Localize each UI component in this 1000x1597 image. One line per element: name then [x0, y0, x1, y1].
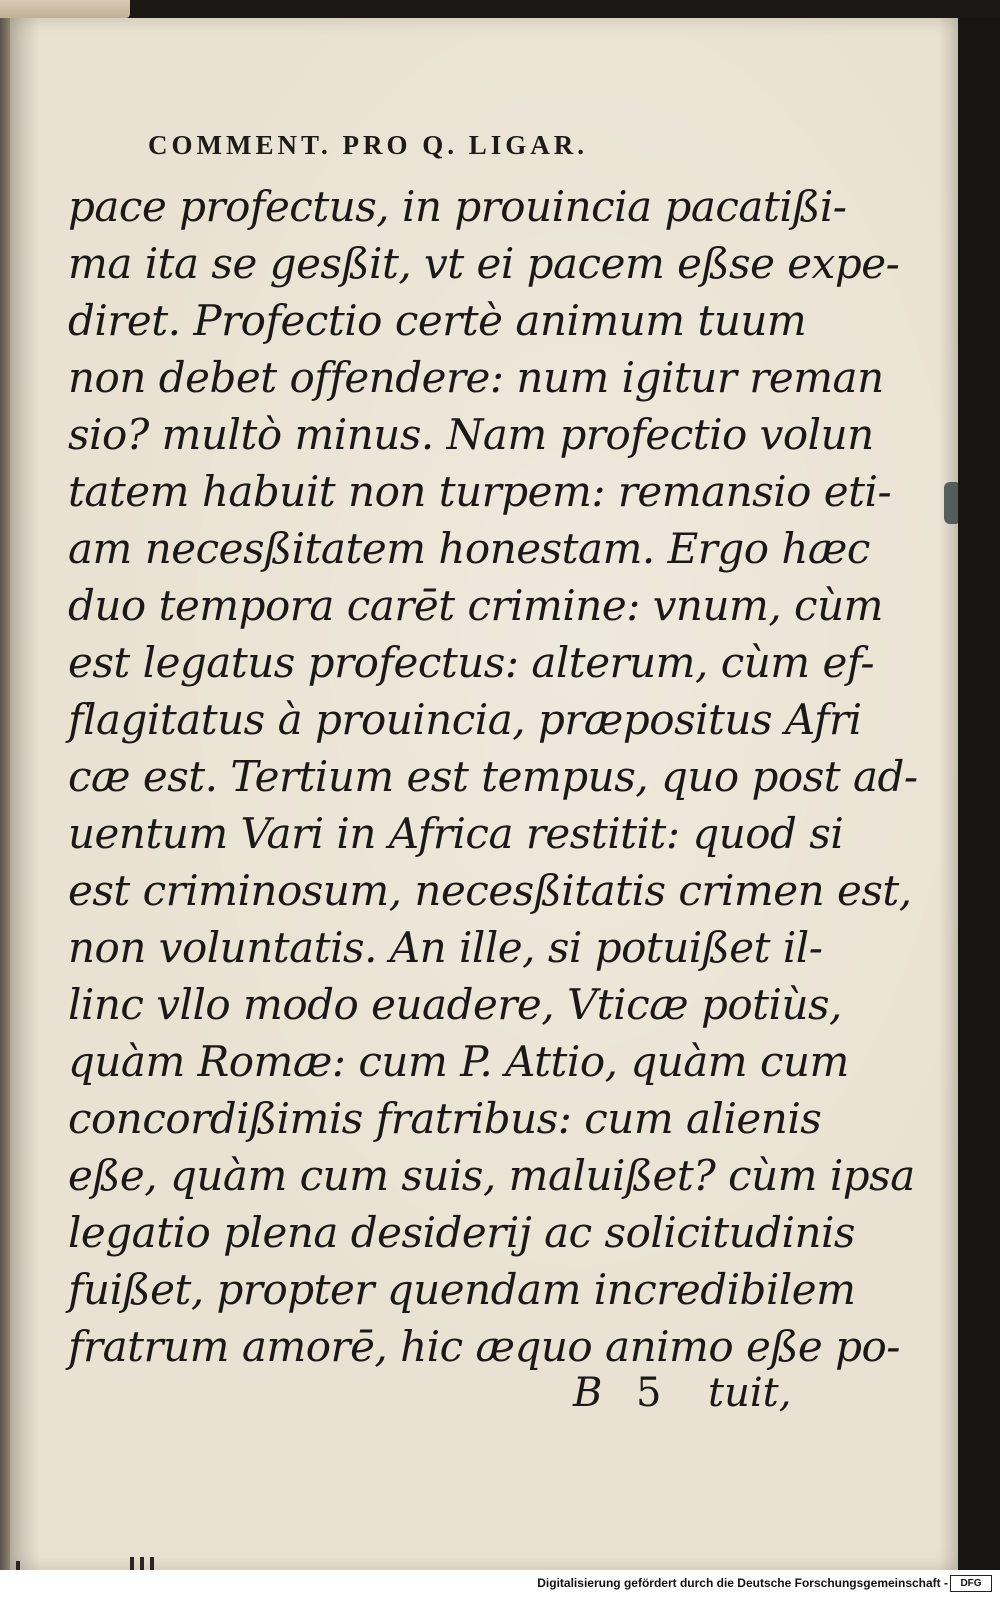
page-footer: [68, 1370, 792, 1430]
text-line: am necesßitatem honestam. Ergo hæc: [68, 524, 870, 573]
text-line: cæ est. Tertium est tempus, quo post ad-: [68, 752, 918, 801]
text-line: eße, quàm cum suis, maluißet? cùm ipsa: [68, 1151, 915, 1200]
funding-credit: Digitalisierung gefördert durch die Deutsche Forschungsgemeinschaft -: [537, 1576, 948, 1590]
text-line: fratrum amorē, hic æquo animo eße po-: [68, 1322, 900, 1371]
text-line: tatem habuit non turpem: remansio eti-: [68, 467, 892, 516]
text-line: flagitatus à prouincia, præpositus Afri: [68, 695, 862, 744]
page-edge-mark: [944, 482, 958, 524]
text-line: pace profectus, in prouincia pacatißi-: [68, 182, 847, 231]
running-title: COMMENT. PRO Q. LIGAR.: [148, 130, 588, 160]
dfg-logo: DFG: [950, 1575, 992, 1592]
scan-background-right: [958, 18, 1000, 1570]
text-line: sio? multò minus. Nam profectio volun: [68, 410, 874, 459]
text-line: non voluntatis. An ille, si potuißet il-: [68, 923, 823, 972]
text-line: est legatus profectus: alterum, cùm ef-: [68, 638, 875, 687]
text-line: concordißimis fratribus: cum alienis: [68, 1094, 822, 1143]
text-line: ma ita se gesßit, vt ei pacem eßse expe-: [68, 239, 900, 288]
folio-number: 5: [636, 1370, 662, 1416]
text-line: quàm Romæ: cum P. Attio, quàm cum: [68, 1037, 849, 1086]
page-body-text: [68, 178, 918, 1375]
text-line: fuißet, propter quendam incredibilem: [68, 1265, 856, 1314]
catchword: tuit,: [708, 1370, 792, 1416]
scan-ruler-marks: [10, 1555, 210, 1571]
text-line: est criminosum, necesßitatis crimen est,: [68, 866, 912, 915]
text-line: linc vllo modo euadere, Vticæ potiùs,: [68, 980, 842, 1029]
text-line: diret. Profectio certè animum tuum: [68, 296, 807, 345]
text-line: legatio plena desiderij ac solicitudinis: [68, 1208, 855, 1257]
text-line: uentum Vari in Africa restitit: quod si: [68, 809, 844, 858]
text-line: non debet offendere: num igitur reman: [68, 353, 884, 402]
signature-mark: B: [573, 1370, 603, 1416]
text-line: duo tempora carēt crimine: vnum, cùm: [68, 581, 883, 630]
scan-tab-remnant: [0, 0, 130, 18]
